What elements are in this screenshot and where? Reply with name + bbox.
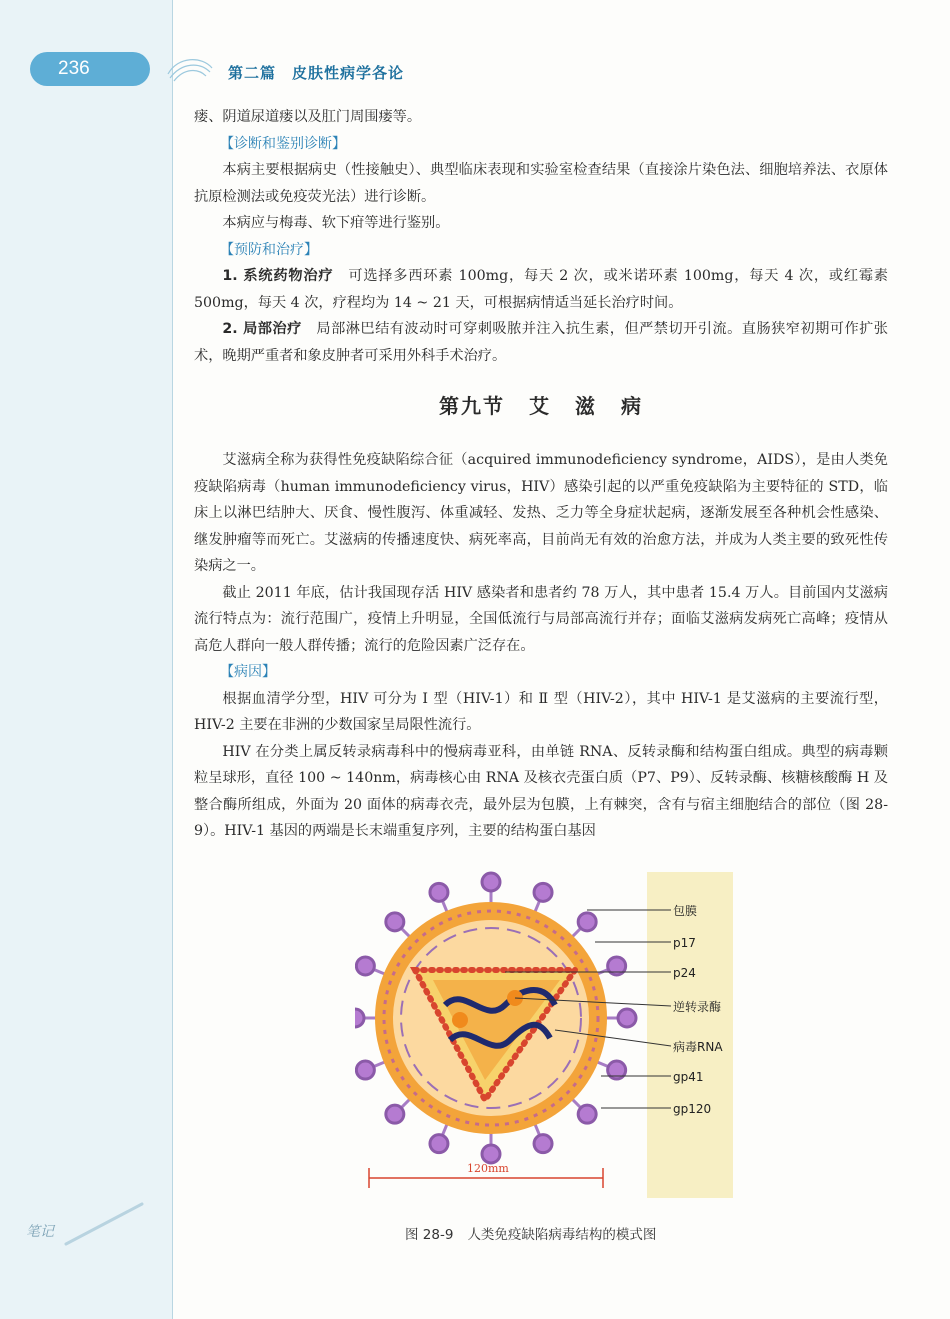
gp120-knob <box>356 1061 374 1079</box>
margin-rule <box>172 0 173 1319</box>
hiv-virion-diagram <box>355 870 735 1200</box>
gp120-knob <box>534 1135 552 1153</box>
paragraph: 本病应与梅毒、软下疳等进行鉴别。 <box>222 215 450 231</box>
paragraph: 根据血清学分型，HIV 可分为 Ⅰ 型（HIV-1）和 Ⅱ 型（HIV-2），其中 HIV-1 是艾滋病的主要流行型，HIV-2 主要在非洲的少数国家呈局限性流行。 <box>194 690 888 733</box>
paragraph: 瘘、阴道尿道瘘以及肛门周围瘘等。 <box>194 109 422 125</box>
label-gp41: gp41 <box>673 1070 704 1084</box>
section-number: 第九节 <box>439 394 505 418</box>
heading-diagnosis: 【诊断和鉴别诊断】 <box>220 135 346 152</box>
label-envelope: 包膜 <box>673 904 698 918</box>
gp120-knob <box>578 1105 596 1123</box>
scale-label: 120mm <box>467 1162 509 1175</box>
section-title-char: 滋 <box>575 394 597 418</box>
reverse-transcriptase <box>452 1012 468 1028</box>
gp120-knob <box>386 1105 404 1123</box>
paragraph: HIV 在分类上属反转录病毒科中的慢病毒亚科，由单链 RNA、反转录酶和结构蛋白组成。典型的病毒颗粒呈球形，直径 100 ~ 140nm，病毒核心由 RNA 及核衣壳蛋白质（P7、P9）、反转录酶、核糖核酸酶 H 及整合酶所组成，外面为 20 面体的病毒衣壳，最外层为包膜，上有棘突，含有与宿主细胞结合的部位（图 28-9）。HIV-1 基因的两端是长末端重复序列，主要的结构蛋白基因 <box>194 743 888 839</box>
page-body <box>194 104 888 845</box>
running-head: 第二篇 皮肤性病学各论 <box>228 64 405 82</box>
pen-stroke-icon <box>62 1200 152 1250</box>
hiv-structure-figure <box>355 870 735 1200</box>
gp120-knob <box>618 1009 636 1027</box>
label-p17: p17 <box>673 936 696 950</box>
heading-etiology: 【病因】 <box>220 664 276 680</box>
gp120-knob <box>355 1009 364 1027</box>
section-title-char: 艾 <box>529 394 551 418</box>
figure-caption-text: 人类免疫缺陷病毒结构的模式图 <box>467 1227 657 1243</box>
treatment-item-title: 1. 系统药物治疗 <box>222 268 334 284</box>
gp120-knob <box>482 1145 500 1163</box>
gp120-knob <box>430 1135 448 1153</box>
gp120-knob <box>356 957 374 975</box>
gp120-knob <box>534 883 552 901</box>
paragraph: 截止 2011 年底，估计我国现存活 HIV 感染者和患者约 78 万人，其中患者 15.4 万人。目前国内艾滋病流行特点为：流行范围广，疫情上升明显，全国低流行与局部高流行并存；面临艾滋病发病死亡高峰；疫情从高危人群向一般人群传播；流行的危险因素广泛存在。 <box>194 584 888 654</box>
gp120-knob <box>482 873 500 891</box>
gp120-knob <box>430 883 448 901</box>
page-number: 236 <box>30 52 150 86</box>
paragraph: 艾滋病全称为获得性免疫缺陷综合征（acquired immunodeficiency syndrome，AIDS），是由人类免疫缺陷病毒（human immunodeficiency virus，HIV）感染引起的以严重免疫缺陷为主要特征的 STD，临床上以淋巴结肿大、厌食、慢性腹泻、体重减轻、发热、乏力等全身症状起病，逐渐发展至各种机会性感染、继发肿瘤等而死亡。艾滋病的传播速度快、病死率高，目前尚无有效的治愈方法，并成为人类主要的致死性传染病之一。 <box>194 452 888 574</box>
treatment-item-1 <box>194 263 888 316</box>
treatment-item-text: 局部淋巴结有波动时可穿刺吸脓并注入抗生素，但严禁切开引流。直肠狭窄初期可作扩张术，晚期严重者和象皮肿者可采用外科手术治疗。 <box>194 321 888 364</box>
treatment-item-2 <box>194 316 888 369</box>
label-reverse-transcriptase: 逆转录酶 <box>673 1000 722 1014</box>
swirl-ornament-icon <box>160 48 220 88</box>
margin-sidebar <box>0 0 172 1319</box>
figure-number: 图 28-9 <box>405 1227 454 1243</box>
section-title <box>194 391 888 421</box>
label-gp120: gp120 <box>673 1102 712 1116</box>
heading-prevention: 【预防和治疗】 <box>220 241 318 258</box>
label-p24: p24 <box>673 966 696 980</box>
paragraph: 本病主要根据病史（性接触史）、典型临床表现和实验室检查结果（直接涂片染色法、细胞培养法、衣原体抗原检测法或免疫荧光法）进行诊断。 <box>194 162 888 205</box>
label-panel <box>647 872 733 1198</box>
gp120-knob <box>578 913 596 931</box>
label-viral-rna: 病毒RNA <box>673 1040 723 1054</box>
figure-caption <box>405 1223 656 1243</box>
treatment-item-title: 2. 局部治疗 <box>222 321 302 337</box>
treatment-item-text: 可选择多西环素 100mg，每天 2 次，或米诺环素 100mg，每天 4 次，或红霉素 500mg，每天 4 次，疗程均为 14 ~ 21 天，可根据病情适当延长治疗时间。 <box>194 268 888 311</box>
section-title-char: 病 <box>621 394 643 418</box>
notes-label: 笔记 <box>26 1224 54 1240</box>
gp120-knob <box>386 913 404 931</box>
